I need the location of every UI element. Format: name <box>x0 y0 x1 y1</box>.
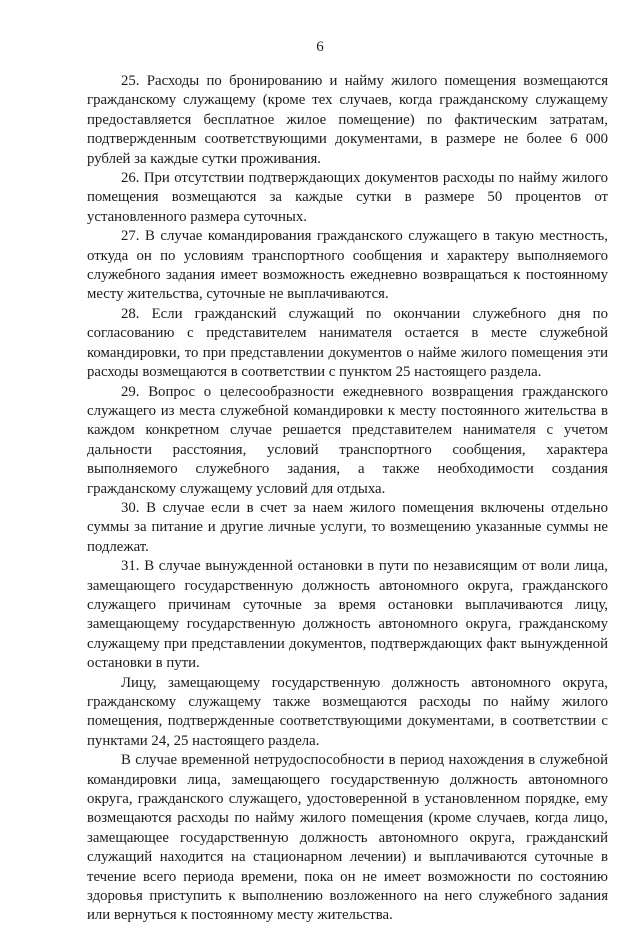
paragraph-31-illness: В случае временной нетрудоспособности в период нахождения в служебной командировки лица, замещающего государственную должность автономного округа, гражданского служащего, удостоверенной в установленном порядке, ему возмещаются расходы по найму жилого помещения (кроме случаев, когда лицо, замещающее государственную должность автономного округа, гражданский служащий находится на стационарном лечении) и выплачиваются суточные в течение всего периода времени, пока он не имеет возможности по состоянию здоровья приступить к выполнению возложенного на него служебного задания или вернуться к постоянному месту жительства. <box>87 752 608 924</box>
page-number: 6 <box>316 39 324 55</box>
document-body <box>87 72 608 926</box>
paragraph-26: 26. При отсутствии подтверждающих документов расходы по найму жилого помещения возмещаются за каждые сутки в размере 50 процентов от установленного размера суточных. <box>87 170 608 225</box>
paragraph-25: 25. Расходы по бронированию и найму жилого помещения возмещаются гражданскому служащему (кроме тех случаев, когда гражданскому служащему предоставляется бесплатное жилое помещение) по фактическим затратам, подтвержденным соответствующими документами, в размере не более 6 000 рублей за каждые сутки проживания. <box>87 73 608 167</box>
paragraph-31: 31. В случае вынужденной остановки в пути по независящим от воли лица, замещающего государственную должность автономного округа, гражданского служащего причинам суточные за время остановки выплачиваются лицу, замещающему государственную должность автономного округа, гражданскому служащему при представлении документов, подтверждающих факт вынужденной остановки в пути. <box>87 558 608 672</box>
paragraph-30: 30. В случае если в счет за наем жилого помещения включены отдельно суммы за питание и другие личные услуги, то возмещению указанные суммы не подлежат. <box>87 499 608 555</box>
paragraph-31-accommodation: Лицу, замещающему государственную должность автономного округа, гражданскому служащему также возмещаются расходы по найму жилого помещения, подтвержденные соответствующими документами, в соответствии с пунктами 24, 25 настоящего раздела. <box>87 674 608 749</box>
paragraph-28: 28. Если гражданский служащий по окончании служебного дня по согласованию с представителем нанимателя остается в месте служебной командировки, то при представлении документов о найме жилого помещения эти расходы возмещаются в соответствии с пунктом 25 настоящего раздела. <box>87 305 608 381</box>
paragraph-27: 27. В случае командирования гражданского служащего в такую местность, откуда он по условиям транспортного сообщения и характеру выполняемого служебного задания имеет возможность ежедневно возвращаться к постоянному месту жительства, суточные не выплачиваются. <box>87 228 608 303</box>
paragraph-29: 29. Вопрос о целесообразности ежедневного возвращения гражданского служащего из места служебной командировки к месту постоянного жительства в каждом конкретном случае решается представителем нанимателя с учетом дальности расстояния, условий транспортного сообщения, характера выполняемого служебного задания, а также необходимости создания гражданскому служащему условий для отдыха. <box>87 383 608 497</box>
